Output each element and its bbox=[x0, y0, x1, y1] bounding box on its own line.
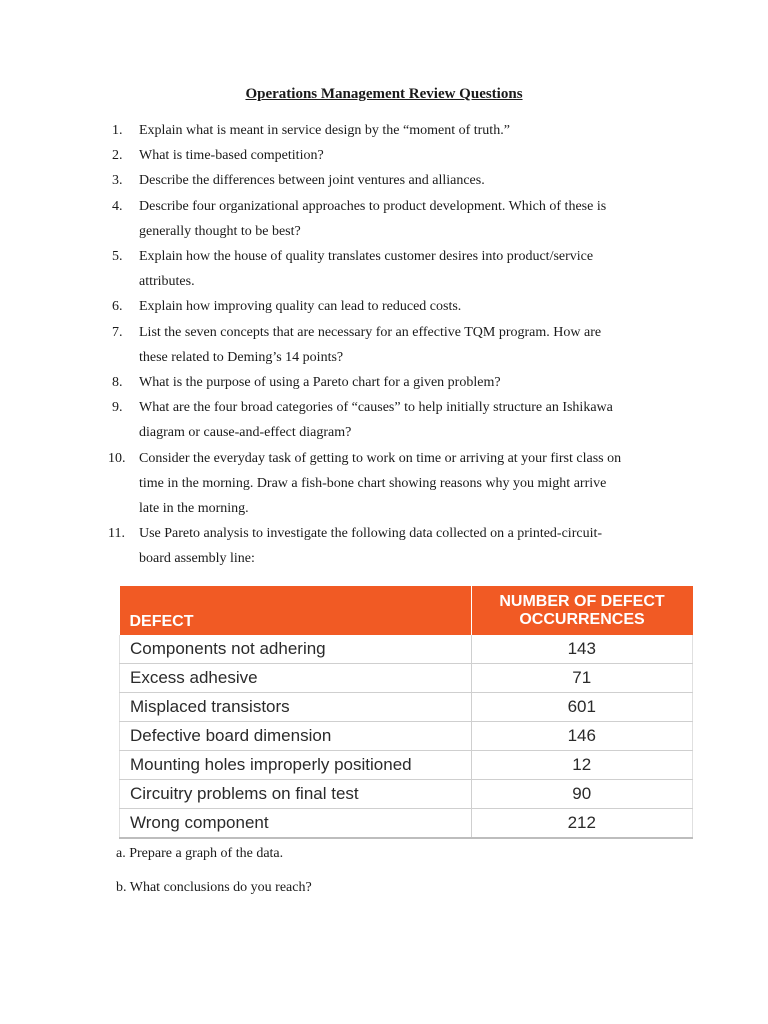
defect-count: 212 bbox=[471, 809, 693, 839]
occurrences-column-header bbox=[471, 586, 693, 635]
question-text: board assembly line: bbox=[139, 551, 255, 567]
question-number: 7. bbox=[112, 324, 123, 340]
question-text: Explain how the house of quality translates customer desires into product/service bbox=[139, 249, 594, 265]
question-text: Explain how improving quality can lead to reduced costs. bbox=[139, 299, 462, 315]
table-row bbox=[120, 751, 693, 780]
question-item bbox=[112, 294, 682, 319]
question-number: 6. bbox=[112, 299, 123, 315]
question-text: late in the morning. bbox=[139, 501, 249, 517]
table-header-row bbox=[120, 586, 693, 635]
question-item bbox=[112, 395, 682, 445]
defect-count: 12 bbox=[471, 751, 693, 780]
question-text: Explain what is meant in service design by the “moment of truth.” bbox=[139, 123, 510, 138]
question-item bbox=[112, 143, 682, 168]
question-item bbox=[108, 446, 682, 522]
defect-name: Defective board dimension bbox=[120, 722, 472, 751]
table-row bbox=[120, 780, 693, 809]
defect-count: 143 bbox=[471, 635, 693, 664]
sub-question-a: a. Prepare a graph of the data. bbox=[116, 846, 284, 861]
question-number: 2. bbox=[112, 148, 123, 164]
defect-count: 146 bbox=[471, 722, 693, 751]
defect-name: Wrong component bbox=[120, 809, 472, 839]
question-item bbox=[112, 244, 682, 294]
defect-count: 601 bbox=[471, 693, 693, 722]
question-item bbox=[112, 194, 682, 244]
question-number: 5. bbox=[112, 249, 123, 265]
table-row bbox=[120, 664, 693, 693]
question-item bbox=[112, 118, 682, 143]
document-title: Operations Management Review Questions bbox=[245, 86, 523, 102]
question-text: time in the morning. Draw a fish-bone chart showing reasons why you might arrive bbox=[139, 475, 607, 491]
question-item bbox=[112, 370, 682, 395]
defect-name: Excess adhesive bbox=[120, 664, 472, 693]
question-item bbox=[112, 320, 682, 370]
question-text: attributes. bbox=[139, 274, 195, 290]
table-row bbox=[120, 635, 693, 664]
defect-count: 90 bbox=[471, 780, 693, 809]
table-row bbox=[120, 809, 693, 839]
question-text: these related to Deming’s 14 points? bbox=[139, 349, 344, 365]
question-text: What are the four broad categories of “causes” to help initially structure an Ishikawa bbox=[139, 400, 613, 416]
question-text: Describe four organizational approaches to product development. Which of these is bbox=[139, 198, 607, 214]
question-text: Describe the differences between joint ventures and alliances. bbox=[139, 173, 485, 189]
defect-name: Circuitry problems on final test bbox=[120, 780, 472, 809]
question-text: diagram or cause-and-effect diagram? bbox=[139, 425, 352, 441]
question-number: 3. bbox=[112, 173, 123, 189]
question-list bbox=[108, 118, 682, 572]
question-number: 1. bbox=[112, 123, 123, 138]
question-item bbox=[112, 168, 682, 193]
sub-question-b: b. What conclusions do you reach? bbox=[116, 880, 312, 895]
occurrences-header-line: NUMBER OF DEFECT bbox=[499, 592, 665, 610]
table-row bbox=[120, 693, 693, 722]
defect-name: Misplaced transistors bbox=[120, 693, 472, 722]
defect-count: 71 bbox=[471, 664, 693, 693]
question-text: generally thought to be best? bbox=[139, 223, 301, 239]
question-number: 9. bbox=[112, 400, 123, 416]
defect-name: Components not adhering bbox=[120, 635, 472, 664]
question-text: List the seven concepts that are necessary for an effective TQM program. How are bbox=[139, 324, 602, 340]
defect-column-header: DEFECT bbox=[120, 586, 472, 635]
question-number: 10. bbox=[108, 450, 126, 466]
question-item bbox=[108, 521, 682, 571]
question-number: 8. bbox=[112, 375, 123, 391]
question-text: What is the purpose of using a Pareto chart for a given problem? bbox=[139, 375, 501, 391]
occurrences-header-line: OCCURRENCES bbox=[519, 610, 645, 628]
defect-name: Mounting holes improperly positioned bbox=[120, 751, 472, 780]
question-text: Consider the everyday task of getting to work on time or arriving at your first class on bbox=[139, 450, 622, 466]
table-row bbox=[120, 722, 693, 751]
defect-table bbox=[119, 586, 693, 839]
question-number: 11. bbox=[108, 526, 125, 542]
question-text: Use Pareto analysis to investigate the following data collected on a printed-circuit- bbox=[139, 526, 603, 542]
question-text: What is time-based competition? bbox=[139, 148, 324, 164]
question-number: 4. bbox=[112, 198, 123, 214]
